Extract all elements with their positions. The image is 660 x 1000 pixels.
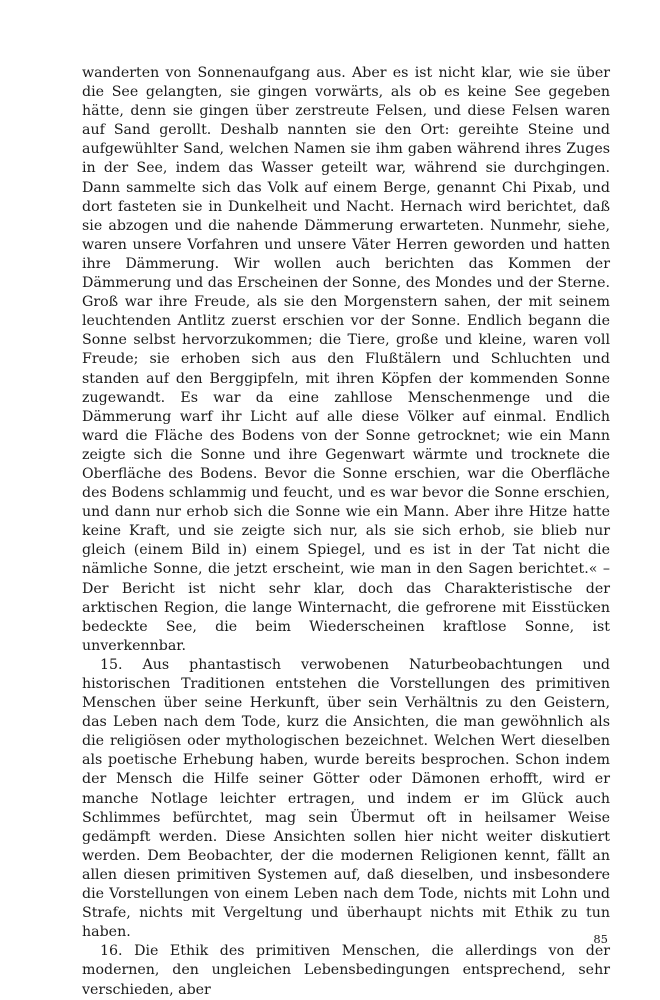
page-body (82, 64, 610, 1000)
page-number: 85 (593, 932, 608, 946)
paragraph-16: 16. Die Ethik des primitiven Menschen, die allerdings von der modernen, den ungleichen Lebensbedingungen entsprechend, sehr verschieden, aber (82, 943, 610, 998)
paragraph-continuation: wanderten von Sonnenaufgang aus. Aber es ist nicht klar, wie sie über die See gelangten, sie gingen vorwärts, als ob es keine See gegeben hätte, denn sie gingen über zerstreute Felsen, und diese Felsen waren auf Sand gerollt. Deshalb nannten sie den Ort: gereihte Steine und aufgewühlter Sand, welchen Namen sie ihm gaben während ihres Zuges in der See, indem das Wasser geteilt war, während sie durchgingen. Dann sammelte sich das Volk auf einem Berge, genannt Chi Pixab, und dort fasteten sie in Dunkelheit und Nacht. Hernach wird berichtet, daß sie abzogen und die nahende Dämmerung erwarteten. Nunmehr, siehe, waren unsere Vorfahren und unsere Väter Herren geworden und hatten ihre Dämmerung. Wir wollen auch berichten das Kommen der Dämmerung und das Erscheinen der Sonne, des Mondes und der Sterne. Groß war ihre Freude, als sie den Morgenstern sahen, der mit seinem leuchtenden Antlitz zuerst erschien vor der Sonne. Endlich begann die Sonne selbst hervorzukommen; die Tiere, große und kleine, waren voll Freude; sie erhoben sich aus den Flußtälern und Schluchten und standen auf den Berggipfeln, mit ihren Köpfen der kommenden Sonne zugewandt. Es war da eine zahllose Menschenmenge und die Dämmerung warf ihr Licht auf alle diese Völker auf einmal. Endlich ward die Fläche des Bodens von der Sonne getrocknet; wie ein Mann zeigte sich die Sonne und ihre Gegenwart wärmte und trocknete die Oberfläche des Bodens. Bevor die Sonne erschien, war die Oberfläche des Bodens schlammig und feucht, und es war bevor die Sonne erschien, und dann nur erhob sich die Sonne wie ein Mann. Aber ihre Hitze hatte keine Kraft, und sie zeigte sich nur, als sie sich erhob, sie blieb nur gleich (einem Bild in) einem Spiegel, und es ist in der Tat nicht die nämliche Sonne, die jetzt erscheint, wie man in den Sagen berichtet.« – Der Bericht ist nicht sehr klar, doch das Charakteristische der arktischen Region, die lange Winternacht, die gefrorene mit Eisstücken bedeckte See, die beim Wiederscheinen kraftlose Sonne, ist unverkennbar. (82, 65, 610, 654)
paragraph-15: 15. Aus phantastisch verwobenen Naturbeobachtungen und historischen Traditionen entstehen die Vorstellungen des primitiven Menschen über seine Herkunft, über sein Verhältnis zu den Geistern, das Leben nach dem Tode, kurz die Ansichten, die man gewöhnlich als die religiösen oder mythologischen bezeichnet. Welchen Wert dieselben als poetische Erhebung haben, wurde bereits besprochen. Schon indem der Mensch die Hilfe seiner Götter oder Dämonen erhofft, wird er manche Notlage leichter ertragen, und indem er im Glück auch Schlimmes befürchtet, mag sein Übermut oft in heilsamer Weise gedämpft werden. Diese Ansichten sollen hier nicht weiter diskutiert werden. Dem Beobachter, der die modernen Religionen kennt, fällt an allen diesen primitiven Systemen auf, daß dieselben, und insbesondere die Vorstellungen von einem Leben nach dem Tode, nichts mit Lohn und Strafe, nichts mit Vergeltung und überhaupt nichts mit Ethik zu tun haben. (82, 656, 610, 941)
